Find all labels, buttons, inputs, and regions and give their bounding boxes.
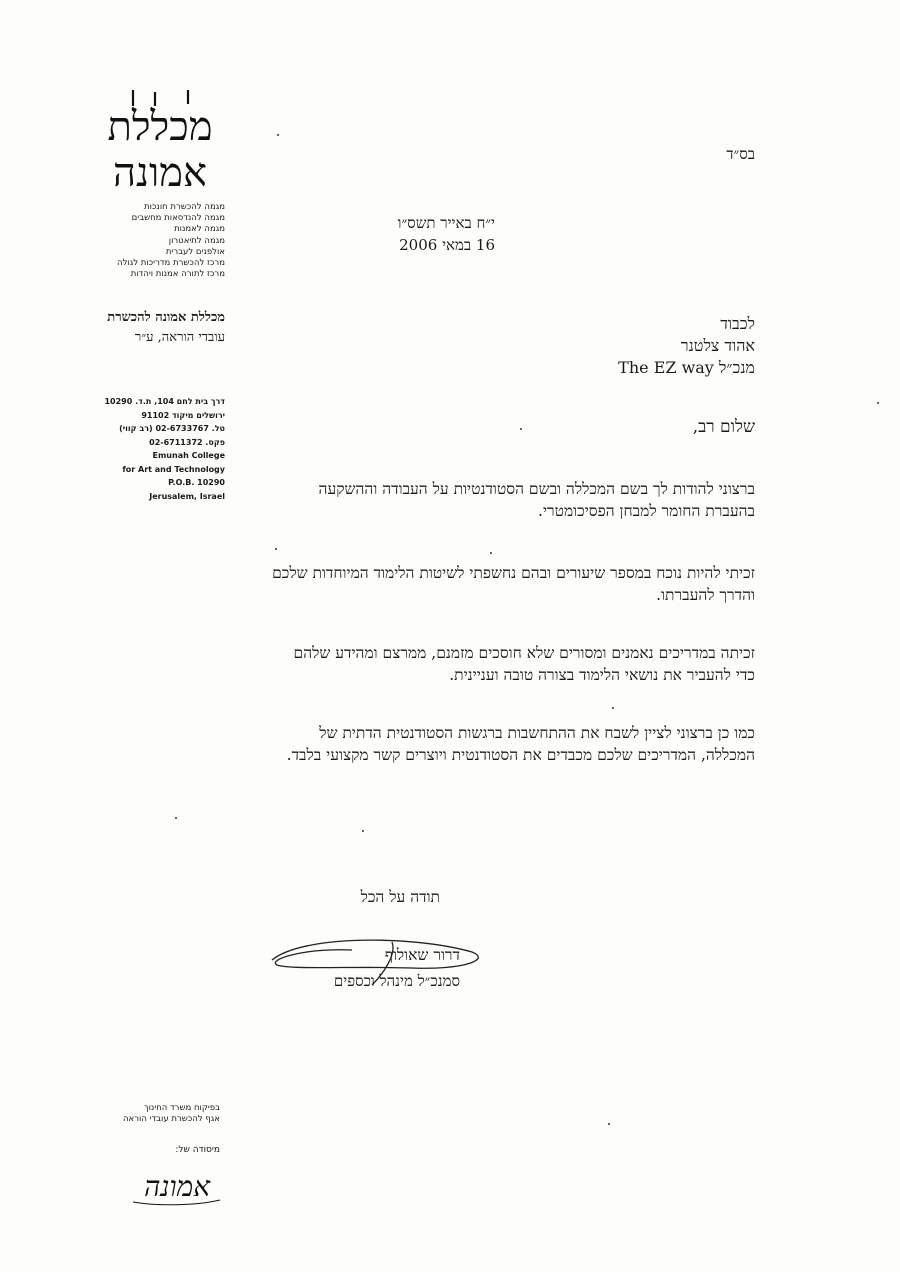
department-item: מרכז לתורה אמנות ויהדות (130, 269, 225, 280)
address-line-en: Emunah College (152, 451, 225, 460)
paragraph-line: כמו כן ברצוני לציין לשבח את ההתחשבות ברגשות הסטודנטית הדתית של (319, 724, 755, 742)
approval-line: אגף להכשרת עובדי הוראה (122, 1114, 220, 1124)
paragraph-line: זכיתי להיות נוכח במספר שיעורים ובהם נחשפתי לשיטות הלימוד המיוחדות שלכם (272, 564, 755, 582)
org-logo-text: אמונה (143, 1170, 211, 1203)
recipient-salutation: לכבוד (720, 314, 755, 333)
approval-line: בפיקוח משרד החינוך (144, 1103, 220, 1113)
scan-speck (490, 552, 492, 554)
scan-speck (608, 1123, 610, 1125)
body-paragraph (150, 722, 755, 766)
scan-speck (175, 817, 177, 819)
departments-list (75, 202, 225, 280)
paragraph-line: כדי להעביר את נושאי הלימוד בצורה טובה ועניינית. (449, 666, 755, 684)
department-item: מגמה לאמנות (174, 224, 225, 235)
address-line: דרך בית לחם 104, ת.ד. 10290 (104, 397, 225, 406)
emunah-org-logo (125, 1160, 225, 1210)
department-item: אולפנים לעברית (165, 246, 225, 257)
department-item: מרכז להכשרת מדריכות לגולה (117, 258, 225, 269)
recipient-block (500, 313, 755, 379)
recipient-name: אהוד צלטנר (680, 336, 755, 355)
college-name: מכללת אמונה להכשרת (107, 310, 225, 325)
scan-speck (612, 707, 614, 709)
greeting: שלום רב, (692, 417, 755, 437)
department-item: מגמה לתיאטרון (168, 235, 225, 246)
date-hebrew: י״ח באייר תשס״ו (397, 214, 495, 232)
bsd-mark: בס״ד (726, 145, 755, 163)
address-line-en: Jerusalem, Israel (149, 491, 225, 501)
paragraph-line: זכיתה במדריכים נאמנים ומסורים שלא חוסכים מזמנם, ממרצם ומהידע שלהם (293, 644, 755, 662)
college-logo (95, 88, 225, 193)
scan-speck (275, 548, 277, 550)
letter-date (340, 212, 495, 256)
address-line-en: for Art and Technology (122, 464, 225, 474)
address-line-en: P.O.B. 10290 (168, 478, 225, 487)
logo-line-1: מכללת (107, 104, 213, 150)
scan-speck (520, 428, 522, 430)
established-by: מיסודה של: (175, 1145, 220, 1155)
paragraph-line: והדרך להעברתו. (656, 586, 755, 604)
address-line: טל. 02-6733767 (רב קווי) (119, 424, 225, 433)
department-item: מגמה להכשרת חונכות (144, 202, 225, 212)
address-line: ירושלים מיקוד 91102 (141, 410, 225, 420)
department-item: מגמה להנדסאות מחשבים (131, 213, 225, 224)
college-legal-name (60, 308, 225, 348)
logo-line-2: אמונה (113, 150, 207, 193)
recipient-title: מנכ״ל The EZ way (618, 358, 755, 377)
paragraph-line: המכללה, המדריכים שלכם מכבדים את הסטודנטית ויוצרים קשר מקצועי בלבד. (286, 746, 755, 764)
body-paragraph (150, 642, 755, 686)
paragraph-line: בהעברת החומר למבחן הפסיכומטרי. (538, 502, 755, 520)
date-gregorian: 16 במאי 2006 (399, 236, 495, 254)
closing-line: תודה על הכל (360, 888, 440, 906)
scan-speck (277, 134, 279, 136)
scan-speck (877, 402, 879, 404)
ministry-approval (105, 1103, 220, 1125)
paragraph-line: ברצוני להודות לך בשם המכללה ובשם הסטודנטיות על העבודה וההשקעה (318, 480, 755, 498)
address-line: פקס. 02-6711372 (149, 437, 225, 447)
college-subtitle: עובדי הוראה, ע״ר (134, 330, 225, 345)
body-paragraph (150, 562, 755, 606)
signatory-title: סמנכ״ל מינהל וכספים (333, 972, 460, 990)
scan-speck (362, 830, 364, 832)
body-paragraph (150, 478, 755, 522)
signatory-name: דרור שאולוף (384, 946, 460, 964)
